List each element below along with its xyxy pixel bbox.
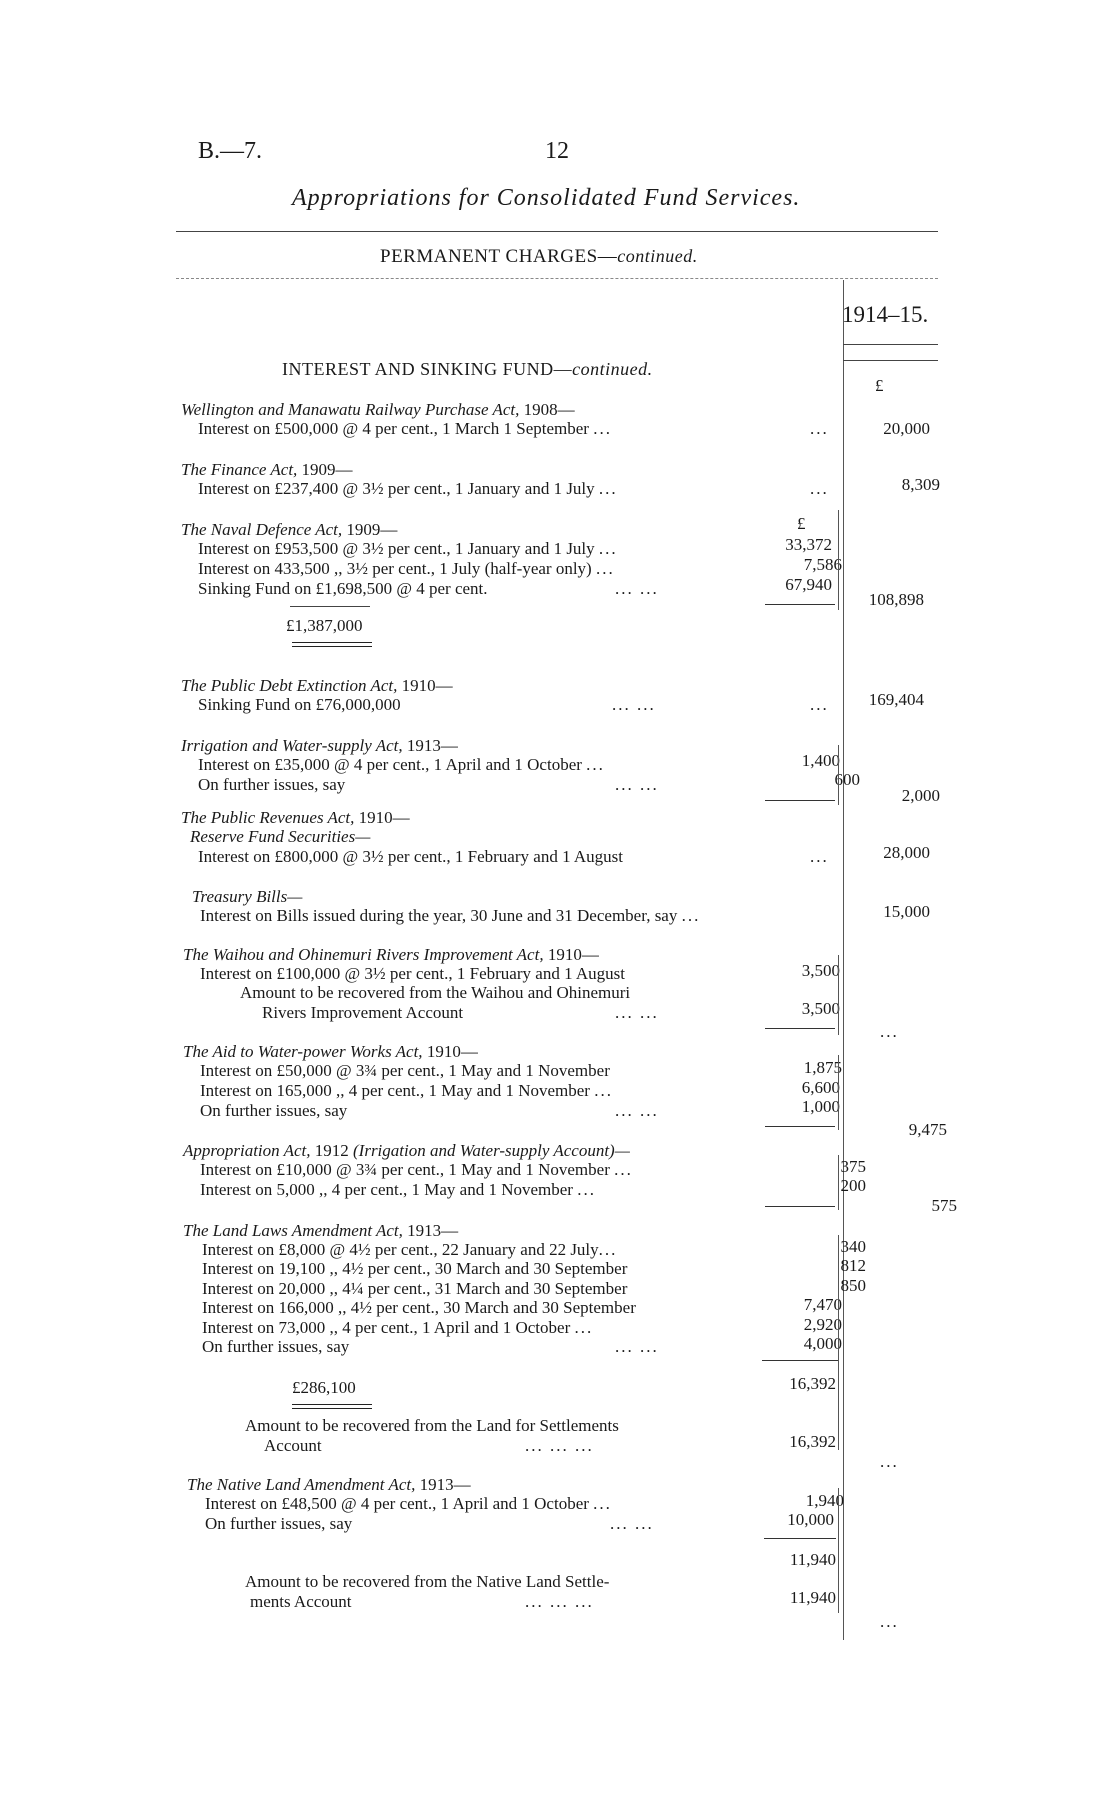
section-title-cont: continued. — [572, 359, 653, 379]
recover-value: 16,392 — [789, 1432, 836, 1451]
year-total: ... — [880, 1452, 899, 1471]
page-number: 12 — [545, 138, 569, 164]
year-total: 9,475 — [908, 1120, 947, 1139]
title-rule — [176, 231, 938, 232]
principal-rule — [290, 606, 370, 607]
entry-line: Rivers Improvement Account — [262, 1003, 464, 1022]
year-rule-2 — [843, 360, 938, 361]
entry-title: The Public Revenues Act, 1910— — [181, 808, 410, 827]
sum-rule — [765, 604, 835, 605]
entry-line: Interest on £50,000 @ 3¾ per cent., 1 May and 1 November — [200, 1061, 610, 1080]
line-value: 850 — [840, 1276, 866, 1295]
entry-line: Interest on £800,000 @ 3½ per cent., 1 February and 1 August — [198, 847, 623, 866]
leader-dots: ... ... — [615, 775, 659, 794]
recover-line: ments Account — [250, 1592, 352, 1611]
entry-line: Interest on 165,000 ,, 4 per cent., 1 May and 1 November ... — [200, 1081, 613, 1100]
entry-line: Amount to be recovered from the Waihou and Ohinemuri — [240, 983, 631, 1002]
entry-line: Interest on £500,000 @ 4 per cent., 1 March 1 September ... — [198, 419, 612, 438]
sum-rule — [765, 1126, 835, 1127]
leader-dots: ... — [598, 479, 618, 498]
year-column-header: 1914–15. — [842, 302, 929, 327]
line-value: 600 — [834, 770, 860, 789]
value-divider — [838, 510, 839, 610]
line-value: 1,400 — [801, 751, 840, 770]
leader-dots: ... — [810, 695, 829, 714]
line-value: 3,500 — [801, 961, 840, 980]
line-value: 1,940 — [805, 1491, 844, 1510]
recover-line: Amount to be recovered from the Land for Settlements — [245, 1416, 619, 1435]
entry-line: Interest on 5,000 ,, 4 per cent., 1 May and 1 November ... — [200, 1180, 596, 1199]
entry-title: The Waihou and Ohinemuri Rivers Improvement Act, 1910— — [183, 945, 599, 964]
leader-dots: ... ... — [615, 1003, 659, 1022]
entry-line: Sinking Fund on £1,698,500 @ 4 per cent. — [198, 579, 488, 598]
entry-title: Treasury Bills— — [192, 887, 303, 906]
entry-line: Interest on £953,500 @ 3½ per cent., 1 January and 1 July ... — [198, 539, 618, 558]
entry-line: Interest on £100,000 @ 3½ per cent., 1 February and 1 August — [200, 964, 625, 983]
line-value: 812 — [840, 1256, 866, 1275]
value-divider — [838, 1155, 839, 1210]
header-rule — [176, 278, 938, 279]
value-divider — [838, 955, 839, 1035]
sum-rule — [765, 800, 835, 801]
section-header-cont: continued. — [617, 246, 698, 266]
entry-title: The Naval Defence Act, 1909— — [181, 520, 398, 539]
leader-dots: ... ... — [615, 579, 659, 598]
year-rule — [843, 344, 938, 345]
leader-dots: ... — [593, 419, 612, 438]
leader-dots: ... — [810, 847, 829, 866]
currency-symbol: £ — [875, 376, 884, 395]
recover-line: Amount to be recovered from the Native Land Settle- — [245, 1572, 610, 1591]
year-total: ... — [880, 1612, 899, 1631]
line-value: 200 — [840, 1176, 866, 1195]
subtotal-value: 11,940 — [789, 1550, 836, 1569]
entry-title — [181, 400, 575, 420]
year-total: 169,404 — [868, 690, 924, 709]
line-value: 10,000 — [787, 1510, 834, 1529]
entry-title: The Native Land Amendment Act, 1913— — [187, 1475, 471, 1494]
section-title — [282, 359, 653, 380]
year-total: 15,000 — [883, 902, 930, 921]
entry-title: The Finance Act, 1909— — [181, 460, 353, 479]
entry-line: Interest on £48,500 @ 4 per cent., 1 April and 1 October ... — [205, 1494, 612, 1513]
line-value: 3,500 — [801, 999, 840, 1018]
leader-dots: ... — [810, 419, 829, 438]
line-value: 7,470 — [803, 1295, 842, 1314]
section-title-main: INTEREST AND SINKING FUND— — [282, 359, 573, 379]
sum-rule — [765, 1206, 835, 1207]
double-rule — [292, 642, 372, 647]
entry-line: Interest on £10,000 @ 3¾ per cent., 1 May and 1 November ... — [200, 1160, 633, 1179]
entry-title: The Aid to Water-power Works Act, 1910— — [183, 1042, 478, 1061]
act-year: 1908— — [523, 400, 575, 419]
recover-value: 11,940 — [789, 1588, 836, 1607]
entry-line: Sinking Fund on £76,000,000 — [198, 695, 401, 714]
entry-title: The Land Laws Amendment Act, 1913— — [183, 1221, 459, 1240]
entry-line: On further issues, say — [200, 1101, 348, 1120]
double-rule — [292, 1404, 372, 1409]
entry-line: Interest on 73,000 ,, 4 per cent., 1 April and 1 October ... — [202, 1318, 594, 1337]
line-value: 1,000 — [801, 1097, 840, 1116]
value-divider — [838, 1055, 839, 1130]
entry-line: Interest on £8,000 @ 4½ per cent., 22 January and 22 July... — [202, 1240, 618, 1259]
entry-line: Interest on 19,100 ,, 4½ per cent., 30 March and 30 September — [202, 1259, 628, 1278]
year-total: 28,000 — [883, 843, 930, 862]
year-total: ... — [880, 1022, 899, 1041]
entry-line: On further issues, say — [198, 775, 346, 794]
line-value: 7,586 — [803, 555, 842, 574]
page-title: Appropriations for Consolidated Fund Services. — [292, 185, 801, 211]
year-total: 2,000 — [901, 786, 940, 805]
entry-line: Interest on 20,000 ,, 4¼ per cent., 31 March and 30 September — [202, 1279, 628, 1298]
value-divider — [838, 1488, 839, 1613]
line-value: 375 — [840, 1157, 866, 1176]
entry-line: Interest on £35,000 @ 4 per cent., 1 April and 1 October ... — [198, 755, 605, 774]
sum-rule — [762, 1360, 838, 1361]
year-total: 20,000 — [883, 419, 930, 438]
line-value: 67,940 — [785, 575, 832, 594]
subtotal-value: 16,392 — [789, 1374, 836, 1393]
line-value: 33,372 — [785, 535, 832, 554]
column-divider — [843, 280, 844, 1640]
value-divider — [838, 745, 839, 805]
entry-title: Appropriation Act, 1912 (Irrigation and Water-supply Account)— — [183, 1141, 630, 1160]
year-total: 575 — [931, 1196, 957, 1215]
entry-line: Interest on Bills issued during the year, 30 June and 31 December, say ... — [200, 906, 701, 925]
leader-dots: ... ... — [610, 1514, 654, 1533]
entry-title: The Public Debt Extinction Act, 1910— — [181, 676, 453, 695]
entry-line: On further issues, say — [205, 1514, 353, 1533]
leader-dots: ... ... ... — [525, 1436, 594, 1455]
leader-dots: ... — [810, 479, 829, 498]
entry-line: Interest on 166,000 ,, 4½ per cent., 30 March and 30 September — [202, 1298, 636, 1317]
sum-rule — [764, 1538, 836, 1539]
entry-title: Irrigation and Water-supply Act, 1913— — [181, 736, 458, 755]
line-value: 4,000 — [803, 1334, 842, 1353]
currency-symbol: £ — [797, 514, 806, 533]
principal-amount: £286,100 — [292, 1378, 356, 1397]
line-value: 2,920 — [803, 1315, 842, 1334]
section-header-main: PERMANENT CHARGES— — [380, 246, 618, 267]
leader-dots: ... ... — [615, 1101, 659, 1120]
section-header — [380, 246, 698, 268]
year-total: 8,309 — [901, 475, 940, 494]
entry-line: Interest on 433,500 ,, 3½ per cent., 1 July (half-year only) ... — [198, 559, 615, 578]
entry-subtitle: Reserve Fund Securities— — [190, 827, 371, 846]
entry-line: Interest on £237,400 @ 3½ per cent., 1 January and 1 July ... — [198, 479, 618, 498]
document-code: B.—7. — [198, 138, 263, 164]
line-value: 1,875 — [803, 1058, 842, 1077]
leader-dots: ... ... — [615, 1337, 659, 1356]
leader-dots: ... ... — [612, 695, 656, 714]
entry-line: On further issues, say — [202, 1337, 350, 1356]
value-divider — [838, 1235, 839, 1450]
year-total: 108,898 — [868, 590, 924, 609]
act-name: Wellington and Manawatu Railway Purchase Act, — [181, 400, 520, 419]
line-value: 6,600 — [801, 1078, 840, 1097]
line-value: 340 — [840, 1237, 866, 1256]
leader-dots: ... ... ... — [525, 1592, 594, 1611]
sum-rule — [765, 1028, 835, 1029]
recover-line: Account — [264, 1436, 322, 1455]
principal-amount: £1,387,000 — [286, 616, 363, 635]
